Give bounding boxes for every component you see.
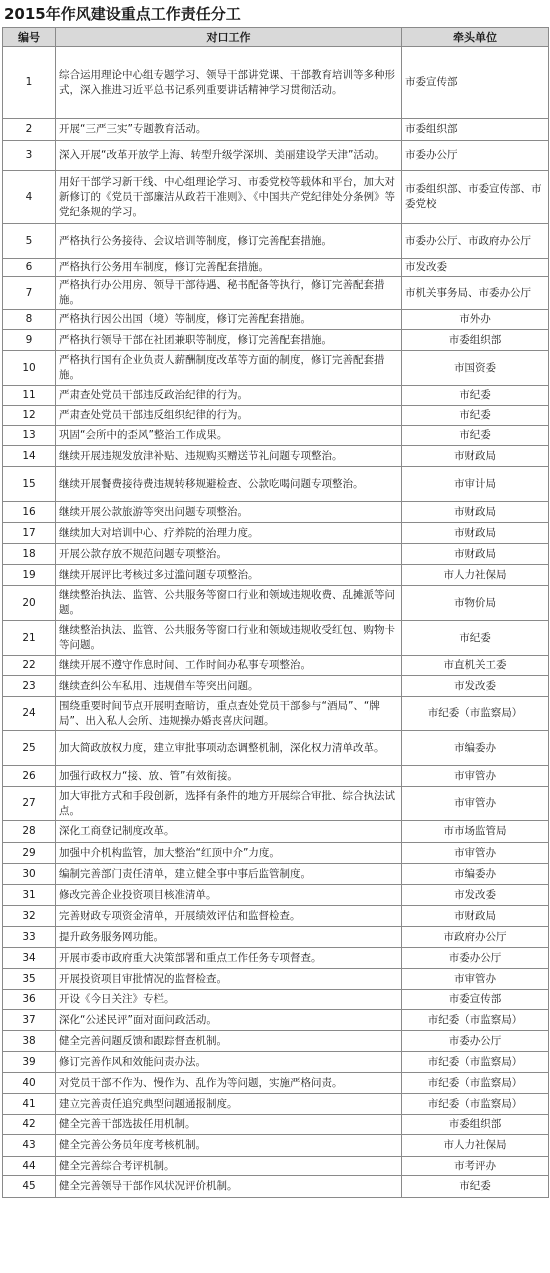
row-number: 12 bbox=[3, 406, 56, 426]
row-number: 15 bbox=[3, 467, 56, 502]
lead-department: 市审管办 bbox=[402, 843, 549, 864]
row-number: 3 bbox=[3, 141, 56, 171]
table-row bbox=[3, 502, 549, 523]
lead-department: 市编委办 bbox=[402, 864, 549, 885]
lead-department: 市纪委（市监察局） bbox=[402, 697, 549, 731]
table-row bbox=[3, 843, 549, 864]
task-description: 深化工商登记制度改革。 bbox=[56, 821, 402, 843]
lead-department: 市委办公厅 bbox=[402, 948, 549, 969]
table-row bbox=[3, 990, 549, 1010]
lead-department: 市委组织部、市委宣传部、市委党校 bbox=[402, 171, 549, 224]
task-description: 开展“三严三实”专题教育活动。 bbox=[56, 119, 402, 141]
lead-department: 市审管办 bbox=[402, 766, 549, 787]
task-description: 严格执行公务用车制度，修订完善配套措施。 bbox=[56, 259, 402, 277]
lead-department: 市市场监管局 bbox=[402, 821, 549, 843]
task-description: 加强中介机构监管，加大整治“红顶中介”力度。 bbox=[56, 843, 402, 864]
table-row bbox=[3, 1031, 549, 1052]
header-row bbox=[3, 28, 549, 47]
task-description: 开展投资项目审批情况的监督检查。 bbox=[56, 969, 402, 990]
lead-department: 市发改委 bbox=[402, 676, 549, 697]
lead-department: 市委宣传部 bbox=[402, 990, 549, 1010]
lead-department: 市外办 bbox=[402, 310, 549, 330]
table-row bbox=[3, 467, 549, 502]
table-row bbox=[3, 621, 549, 656]
row-number: 32 bbox=[3, 906, 56, 927]
row-number: 25 bbox=[3, 731, 56, 766]
row-number: 41 bbox=[3, 1094, 56, 1115]
page-title: 2015年作风建设重点工作责任分工 bbox=[4, 5, 241, 23]
header-number: 编号 bbox=[3, 28, 56, 47]
table-row bbox=[3, 766, 549, 787]
lead-department: 市政府办公厅 bbox=[402, 927, 549, 948]
row-number: 28 bbox=[3, 821, 56, 843]
table-row bbox=[3, 676, 549, 697]
row-number: 43 bbox=[3, 1135, 56, 1157]
lead-department: 市委组织部 bbox=[402, 119, 549, 141]
row-number: 39 bbox=[3, 1052, 56, 1073]
table-row bbox=[3, 927, 549, 948]
lead-department: 市发改委 bbox=[402, 885, 549, 906]
table-row bbox=[3, 1115, 549, 1135]
table-row bbox=[3, 544, 549, 565]
task-description: 严肃查处党员干部违反组织纪律的行为。 bbox=[56, 406, 402, 426]
table-row bbox=[3, 259, 549, 277]
lead-department: 市委办公厅 bbox=[402, 1031, 549, 1052]
row-number: 21 bbox=[3, 621, 56, 656]
row-number: 17 bbox=[3, 523, 56, 544]
task-description: 严肃查处党员干部违反政治纪律的行为。 bbox=[56, 386, 402, 406]
lead-department: 市纪委 bbox=[402, 406, 549, 426]
row-number: 23 bbox=[3, 676, 56, 697]
task-description: 严格执行公务接待、会议培训等制度，修订完善配套措施。 bbox=[56, 224, 402, 259]
lead-department: 市委宣传部 bbox=[402, 47, 549, 119]
lead-department: 市编委办 bbox=[402, 731, 549, 766]
row-number: 33 bbox=[3, 927, 56, 948]
lead-department: 市财政局 bbox=[402, 906, 549, 927]
task-description: 继续整治执法、监管、公共服务等窗口行业和领域违规收受红包、购物卡等问题。 bbox=[56, 621, 402, 656]
table-row bbox=[3, 731, 549, 766]
row-number: 37 bbox=[3, 1010, 56, 1031]
task-description: 严格执行因公出国（境）等制度，修订完善配套措施。 bbox=[56, 310, 402, 330]
lead-department: 市纪委（市监察局） bbox=[402, 1073, 549, 1094]
lead-department: 市纪委 bbox=[402, 1176, 549, 1198]
table-row bbox=[3, 386, 549, 406]
table-row bbox=[3, 426, 549, 446]
lead-department: 市直机关工委 bbox=[402, 656, 549, 676]
lead-department: 市财政局 bbox=[402, 446, 549, 467]
table-row bbox=[3, 1052, 549, 1073]
task-description: 加大审批方式和手段创新，选择有条件的地方开展综合审批、综合执法试点。 bbox=[56, 787, 402, 821]
task-description: 继续查纠公车私用、违规借车等突出问题。 bbox=[56, 676, 402, 697]
table-row bbox=[3, 1176, 549, 1198]
row-number: 13 bbox=[3, 426, 56, 446]
task-description: 严格执行国有企业负责人薪酬制度改革等方面的制度，修订完善配套措施。 bbox=[56, 351, 402, 386]
row-number: 4 bbox=[3, 171, 56, 224]
task-description: 深化“公述民评”面对面问政活动。 bbox=[56, 1010, 402, 1031]
table-row bbox=[3, 565, 549, 586]
table-row bbox=[3, 47, 549, 119]
lead-department: 市财政局 bbox=[402, 544, 549, 565]
table-row bbox=[3, 310, 549, 330]
lead-department: 市纪委 bbox=[402, 386, 549, 406]
row-number: 9 bbox=[3, 330, 56, 351]
table-row bbox=[3, 885, 549, 906]
task-description: 继续开展不遵守作息时间、工作时间办私事专项整治。 bbox=[56, 656, 402, 676]
row-number: 11 bbox=[3, 386, 56, 406]
task-description: 加大简政放权力度，建立审批事项动态调整机制，深化权力清单改革。 bbox=[56, 731, 402, 766]
table-body bbox=[3, 47, 549, 1198]
task-description: 建立完善责任追究典型问题通报制度。 bbox=[56, 1094, 402, 1115]
row-number: 8 bbox=[3, 310, 56, 330]
row-number: 38 bbox=[3, 1031, 56, 1052]
lead-department: 市纪委 bbox=[402, 621, 549, 656]
row-number: 31 bbox=[3, 885, 56, 906]
row-number: 1 bbox=[3, 47, 56, 119]
row-number: 29 bbox=[3, 843, 56, 864]
table-row bbox=[3, 351, 549, 386]
table-row bbox=[3, 406, 549, 426]
lead-department: 市财政局 bbox=[402, 502, 549, 523]
lead-department: 市考评办 bbox=[402, 1157, 549, 1176]
row-number: 42 bbox=[3, 1115, 56, 1135]
row-number: 16 bbox=[3, 502, 56, 523]
row-number: 6 bbox=[3, 259, 56, 277]
task-description: 完善财政专项资金清单，开展绩效评估和监督检查。 bbox=[56, 906, 402, 927]
table-row bbox=[3, 906, 549, 927]
row-number: 20 bbox=[3, 586, 56, 621]
task-description: 提升政务服务网功能。 bbox=[56, 927, 402, 948]
table-row bbox=[3, 171, 549, 224]
task-description: 编制完善部门责任清单，建立健全事中事后监管制度。 bbox=[56, 864, 402, 885]
task-description: 修改完善企业投资项目核准清单。 bbox=[56, 885, 402, 906]
header-department: 牵头单位 bbox=[402, 28, 549, 47]
lead-department: 市委组织部 bbox=[402, 330, 549, 351]
task-description: 健全完善问题反馈和跟踪督查机制。 bbox=[56, 1031, 402, 1052]
lead-department: 市纪委 bbox=[402, 426, 549, 446]
lead-department: 市发改委 bbox=[402, 259, 549, 277]
row-number: 7 bbox=[3, 277, 56, 310]
table-row bbox=[3, 1135, 549, 1157]
task-description: 综合运用理论中心组专题学习、领导干部讲党课、干部教育培训等多种形式，深入推进习近平总书记系列重要讲话精神学习贯彻活动。 bbox=[56, 47, 402, 119]
row-number: 34 bbox=[3, 948, 56, 969]
table-header bbox=[3, 28, 549, 47]
row-number: 35 bbox=[3, 969, 56, 990]
table-row bbox=[3, 1094, 549, 1115]
table-row bbox=[3, 969, 549, 990]
task-description: 修订完善作风和效能问责办法。 bbox=[56, 1052, 402, 1073]
table-row bbox=[3, 141, 549, 171]
table-row bbox=[3, 1073, 549, 1094]
table-row bbox=[3, 277, 549, 310]
task-description: 健全完善综合考评机制。 bbox=[56, 1157, 402, 1176]
task-description: 深入开展“改革开放学上海、转型升级学深圳、美丽建设学天津”活动。 bbox=[56, 141, 402, 171]
task-description: 继续加大对培训中心、疗养院的治理力度。 bbox=[56, 523, 402, 544]
row-number: 19 bbox=[3, 565, 56, 586]
lead-department: 市纪委（市监察局） bbox=[402, 1094, 549, 1115]
row-number: 27 bbox=[3, 787, 56, 821]
row-number: 14 bbox=[3, 446, 56, 467]
table-row bbox=[3, 224, 549, 259]
task-description: 开设《今日关注》专栏。 bbox=[56, 990, 402, 1010]
table-row bbox=[3, 697, 549, 731]
lead-department: 市委组织部 bbox=[402, 1115, 549, 1135]
row-number: 36 bbox=[3, 990, 56, 1010]
table-row bbox=[3, 523, 549, 544]
table-row bbox=[3, 821, 549, 843]
lead-department: 市国资委 bbox=[402, 351, 549, 386]
row-number: 10 bbox=[3, 351, 56, 386]
row-number: 40 bbox=[3, 1073, 56, 1094]
task-description: 继续开展评比考核过多过滥问题专项整治。 bbox=[56, 565, 402, 586]
task-description: 严格执行领导干部在社团兼职等制度，修订完善配套措施。 bbox=[56, 330, 402, 351]
row-number: 24 bbox=[3, 697, 56, 731]
task-description: 加强行政权力“接、放、管”有效衔接。 bbox=[56, 766, 402, 787]
task-description: 对党员干部不作为、慢作为、乱作为等问题，实施严格问责。 bbox=[56, 1073, 402, 1094]
row-number: 45 bbox=[3, 1176, 56, 1198]
lead-department: 市纪委（市监察局） bbox=[402, 1052, 549, 1073]
table-row bbox=[3, 948, 549, 969]
row-number: 26 bbox=[3, 766, 56, 787]
lead-department: 市委办公厅 bbox=[402, 141, 549, 171]
task-description: 健全完善干部选拔任用机制。 bbox=[56, 1115, 402, 1135]
task-description: 开展市委市政府重大决策部署和重点工作任务专项督查。 bbox=[56, 948, 402, 969]
task-description: 围绕重要时间节点开展明查暗访，重点查处党员干部参与“酒局”、“牌局”、出入私人会所、违规操办婚丧喜庆问题。 bbox=[56, 697, 402, 731]
table-row bbox=[3, 1157, 549, 1176]
task-description: 严格执行办公用房、领导干部待遇、秘书配备等执行，修订完善配套措施。 bbox=[56, 277, 402, 310]
lead-department: 市物价局 bbox=[402, 586, 549, 621]
task-description: 健全完善公务员年度考核机制。 bbox=[56, 1135, 402, 1157]
table-row bbox=[3, 864, 549, 885]
header-task: 对口工作 bbox=[56, 28, 402, 47]
table-row bbox=[3, 787, 549, 821]
table-row bbox=[3, 446, 549, 467]
row-number: 22 bbox=[3, 656, 56, 676]
lead-department: 市审计局 bbox=[402, 467, 549, 502]
lead-department: 市机关事务局、市委办公厅 bbox=[402, 277, 549, 310]
task-description: 巩固“会所中的歪风”整治工作成果。 bbox=[56, 426, 402, 446]
table-row bbox=[3, 119, 549, 141]
task-description: 继续整治执法、监管、公共服务等窗口行业和领域违规收费、乱摊派等问题。 bbox=[56, 586, 402, 621]
table-row bbox=[3, 1010, 549, 1031]
lead-department: 市纪委（市监察局） bbox=[402, 1010, 549, 1031]
task-description: 继续开展公款旅游等突出问题专项整治。 bbox=[56, 502, 402, 523]
row-number: 44 bbox=[3, 1157, 56, 1176]
row-number: 30 bbox=[3, 864, 56, 885]
table-row bbox=[3, 330, 549, 351]
lead-department: 市审管办 bbox=[402, 787, 549, 821]
responsibility-table bbox=[2, 27, 549, 1198]
task-description: 健全完善领导干部作风状况评价机制。 bbox=[56, 1176, 402, 1198]
row-number: 18 bbox=[3, 544, 56, 565]
task-description: 开展公款存放不规范问题专项整治。 bbox=[56, 544, 402, 565]
lead-department: 市人力社保局 bbox=[402, 565, 549, 586]
table-row bbox=[3, 656, 549, 676]
table-row bbox=[3, 586, 549, 621]
lead-department: 市审管办 bbox=[402, 969, 549, 990]
task-description: 继续开展违规发放津补贴、违规购买赠送节礼问题专项整治。 bbox=[56, 446, 402, 467]
task-description: 用好干部学习新干线、中心组理论学习、市委党校等载体和平台，加大对新修订的《党员干部廉洁从政若干准则》、《中国共产党纪律处分条例》等党纪条规的学习。 bbox=[56, 171, 402, 224]
row-number: 5 bbox=[3, 224, 56, 259]
lead-department: 市委办公厅、市政府办公厅 bbox=[402, 224, 549, 259]
lead-department: 市财政局 bbox=[402, 523, 549, 544]
lead-department: 市人力社保局 bbox=[402, 1135, 549, 1157]
task-description: 继续开展餐费接待费违规转移规避检查、公款吃喝问题专项整治。 bbox=[56, 467, 402, 502]
row-number: 2 bbox=[3, 119, 56, 141]
